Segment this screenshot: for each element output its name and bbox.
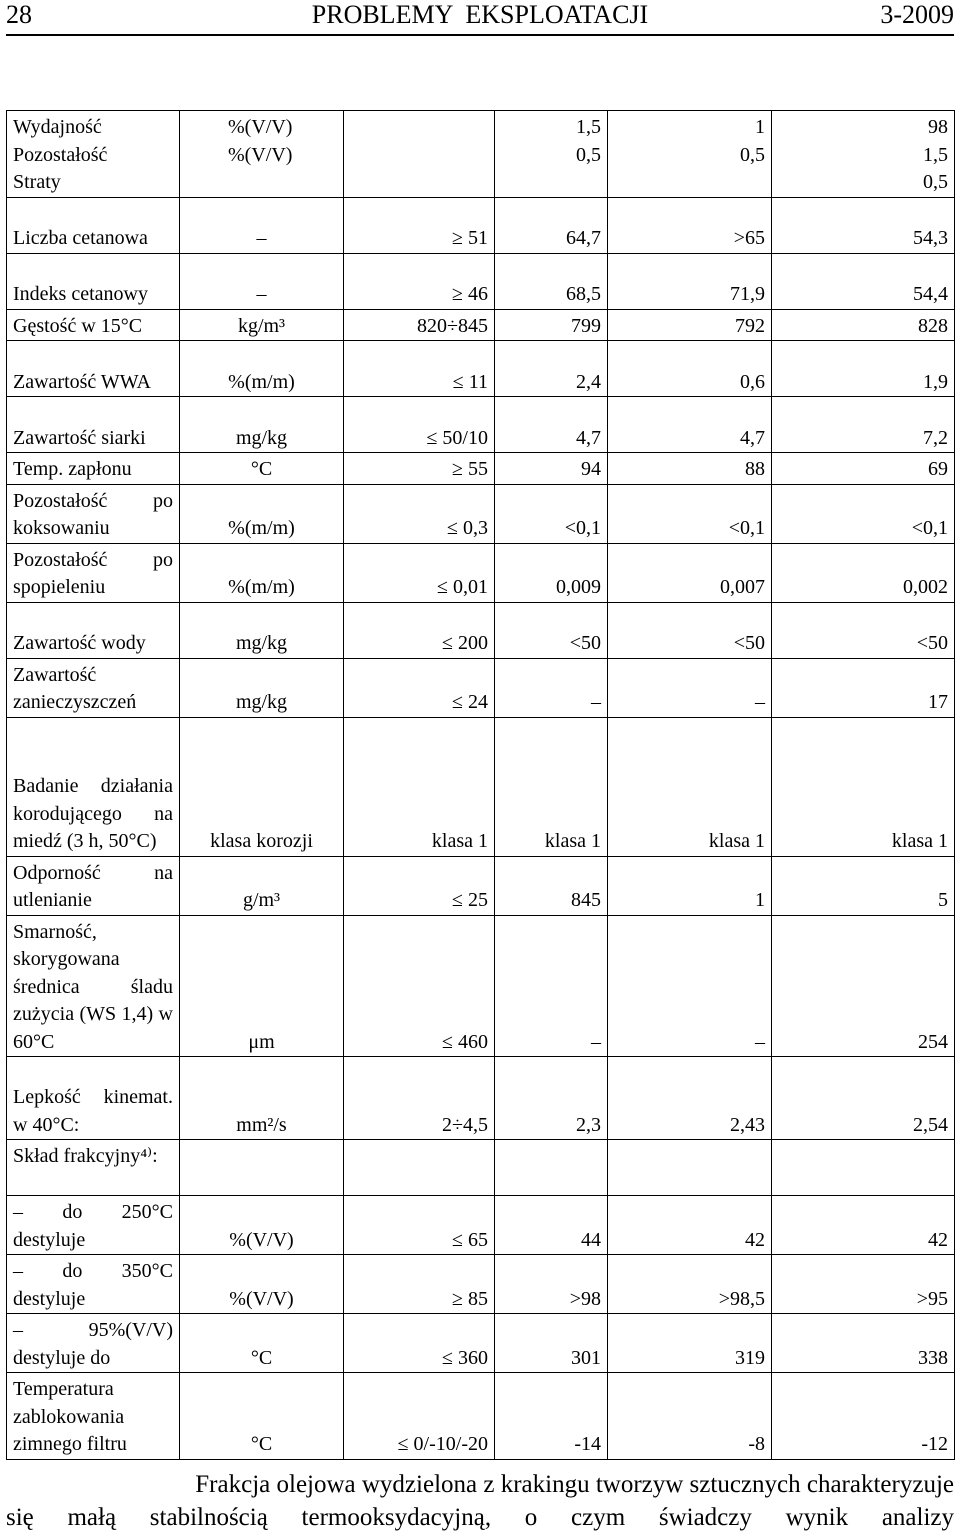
value-cell: 845	[495, 856, 608, 915]
parameter-name: Pozostałość po spopieleniu	[7, 543, 180, 602]
limit-cell: ≥ 51	[344, 197, 495, 253]
unit-cell: mg/kg	[180, 602, 344, 658]
value-cell: 68,5	[495, 253, 608, 309]
value-cell: <0,1	[495, 484, 608, 543]
limit-cell: ≤ 65	[344, 1196, 495, 1255]
limit-cell: klasa 1	[344, 717, 495, 856]
value-cell: >98	[495, 1255, 608, 1314]
value-cell: 254	[772, 915, 955, 1057]
limit-cell	[344, 111, 495, 198]
parameter-name: Zawartość WWA	[7, 341, 180, 397]
unit-cell: %(V/V)	[180, 1255, 344, 1314]
unit-cell: %(m/m)	[180, 543, 344, 602]
parameter-name: Badanie działania korodującego na miedź (3 h, 50°C)	[7, 717, 180, 856]
value-cell: 301	[495, 1314, 608, 1373]
value-cell: 2,54	[772, 1057, 955, 1140]
limit-cell: ≤ 50/10	[344, 397, 495, 453]
value-cell: 4,7	[608, 397, 772, 453]
page-header	[6, 0, 954, 36]
value-cell: –	[495, 915, 608, 1057]
value-cell	[772, 1140, 955, 1196]
parameter-name: Odporność na utlenianie	[7, 856, 180, 915]
value-cell: 54,3	[772, 197, 955, 253]
table-row	[7, 453, 955, 485]
value-cell: -12	[772, 1373, 955, 1460]
table-row	[7, 1057, 955, 1140]
value-cell: 2,43	[608, 1057, 772, 1140]
value-cell: 71,9	[608, 253, 772, 309]
unit-cell: °C	[180, 453, 344, 485]
properties-table	[6, 110, 955, 1460]
parameter-name: Gęstość w 15°C	[7, 309, 180, 341]
value-cell: 54,4	[772, 253, 955, 309]
limit-cell: ≤ 360	[344, 1314, 495, 1373]
parameter-name: Liczba cetanowa	[7, 197, 180, 253]
value-cell: 17	[772, 658, 955, 717]
value-cell: 2,4	[495, 341, 608, 397]
paragraph-line-2: się małą stabilnością termooksydacyjną, o czym świadczy wynik analizy	[6, 1504, 954, 1531]
value-cell: 98 1,5 0,5	[772, 111, 955, 198]
limit-cell: ≤ 0,3	[344, 484, 495, 543]
parameter-name: Wydajność Pozostałość Straty	[7, 111, 180, 198]
parameter-name: – do 250°C destyluje	[7, 1196, 180, 1255]
value-cell: 319	[608, 1314, 772, 1373]
limit-cell: ≥ 55	[344, 453, 495, 485]
value-cell: 5	[772, 856, 955, 915]
table-row	[7, 1255, 955, 1314]
limit-cell: 2÷4,5	[344, 1057, 495, 1140]
table-row	[7, 397, 955, 453]
unit-cell: °C	[180, 1373, 344, 1460]
unit-cell: %(V/V)	[180, 1196, 344, 1255]
limit-cell: ≥ 46	[344, 253, 495, 309]
value-cell: –	[608, 658, 772, 717]
parameter-name: Indeks cetanowy	[7, 253, 180, 309]
value-cell: >65	[608, 197, 772, 253]
value-cell: 1 0,5	[608, 111, 772, 198]
unit-cell	[180, 1140, 344, 1196]
parameter-name: Skład frakcyjny⁴⁾:	[7, 1140, 180, 1196]
unit-cell: klasa korozji	[180, 717, 344, 856]
table-row	[7, 341, 955, 397]
value-cell: 792	[608, 309, 772, 341]
value-cell: 828	[772, 309, 955, 341]
value-cell: 0,009	[495, 543, 608, 602]
value-cell: 64,7	[495, 197, 608, 253]
value-cell	[495, 1140, 608, 1196]
value-cell: <0,1	[608, 484, 772, 543]
parameter-name: Zawartość zanieczyszczeń	[7, 658, 180, 717]
value-cell: -14	[495, 1373, 608, 1460]
unit-cell: g/m³	[180, 856, 344, 915]
limit-cell: ≤ 0,01	[344, 543, 495, 602]
limit-cell: ≤ 0/-10/-20	[344, 1373, 495, 1460]
table-row	[7, 856, 955, 915]
unit-cell: mg/kg	[180, 397, 344, 453]
value-cell: 1	[608, 856, 772, 915]
limit-cell: ≤ 460	[344, 915, 495, 1057]
limit-cell: ≤ 11	[344, 341, 495, 397]
issue-number: 3-2009	[880, 0, 954, 29]
page-number: 28	[6, 0, 32, 29]
table-row	[7, 111, 955, 198]
limit-cell	[344, 1140, 495, 1196]
unit-cell: %(m/m)	[180, 484, 344, 543]
value-cell: <0,1	[772, 484, 955, 543]
value-cell: klasa 1	[772, 717, 955, 856]
table-row	[7, 1196, 955, 1255]
value-cell: 42	[772, 1196, 955, 1255]
value-cell: klasa 1	[495, 717, 608, 856]
value-cell: 0,6	[608, 341, 772, 397]
unit-cell: °C	[180, 1314, 344, 1373]
table-row	[7, 253, 955, 309]
unit-cell: %(m/m)	[180, 341, 344, 397]
parameter-name: Pozostałość po koksowaniu	[7, 484, 180, 543]
parameter-name: Temp. zapłonu	[7, 453, 180, 485]
value-cell: 338	[772, 1314, 955, 1373]
value-cell: 42	[608, 1196, 772, 1255]
parameter-name: Temperatura zablokowania zimnego filtru	[7, 1373, 180, 1460]
table-row	[7, 602, 955, 658]
unit-cell: –	[180, 253, 344, 309]
table-row	[7, 309, 955, 341]
journal-title: PROBLEMY EKSPLOATACJI	[311, 0, 649, 29]
value-cell: >98,5	[608, 1255, 772, 1314]
parameter-name: Zawartość siarki	[7, 397, 180, 453]
value-cell: –	[608, 915, 772, 1057]
parameter-name: – 95%(V/V) destyluje do	[7, 1314, 180, 1373]
value-cell: 1,5 0,5	[495, 111, 608, 198]
value-cell: 88	[608, 453, 772, 485]
value-cell: 2,3	[495, 1057, 608, 1140]
unit-cell: %(V/V) %(V/V)	[180, 111, 344, 198]
parameter-name: Lepkość kinemat. w 40°C:	[7, 1057, 180, 1140]
value-cell: –	[495, 658, 608, 717]
table-row	[7, 658, 955, 717]
limit-cell: ≤ 24	[344, 658, 495, 717]
value-cell: 0,007	[608, 543, 772, 602]
table-row	[7, 484, 955, 543]
value-cell: >95	[772, 1255, 955, 1314]
value-cell: <50	[495, 602, 608, 658]
parameter-name: Smarność, skorygowana średnica śladu zużycia (WS 1,4) w 60°C	[7, 915, 180, 1057]
table-row	[7, 197, 955, 253]
value-cell: 7,2	[772, 397, 955, 453]
value-cell: 0,002	[772, 543, 955, 602]
unit-cell: kg/m³	[180, 309, 344, 341]
unit-cell: mm²/s	[180, 1057, 344, 1140]
parameter-name: – do 350°C destyluje	[7, 1255, 180, 1314]
value-cell: 1,9	[772, 341, 955, 397]
parameter-name: Zawartość wody	[7, 602, 180, 658]
limit-cell: 820÷845	[344, 309, 495, 341]
table-row	[7, 1314, 955, 1373]
value-cell	[608, 1140, 772, 1196]
paragraph-line-1: Frakcja olejowa wydzielona z krakingu tworzyw sztucznych charakteryzuje	[195, 1471, 954, 1498]
table-row	[7, 543, 955, 602]
table-row	[7, 1140, 955, 1196]
value-cell: 4,7	[495, 397, 608, 453]
limit-cell: ≤ 200	[344, 602, 495, 658]
table-row	[7, 915, 955, 1057]
value-cell: <50	[772, 602, 955, 658]
unit-cell: –	[180, 197, 344, 253]
value-cell: 44	[495, 1196, 608, 1255]
unit-cell: mg/kg	[180, 658, 344, 717]
value-cell: 799	[495, 309, 608, 341]
value-cell: -8	[608, 1373, 772, 1460]
unit-cell: μm	[180, 915, 344, 1057]
table-row	[7, 717, 955, 856]
value-cell: 69	[772, 453, 955, 485]
limit-cell: ≤ 25	[344, 856, 495, 915]
value-cell: 94	[495, 453, 608, 485]
value-cell: <50	[608, 602, 772, 658]
value-cell: klasa 1	[608, 717, 772, 856]
limit-cell: ≥ 85	[344, 1255, 495, 1314]
table-row	[7, 1373, 955, 1460]
